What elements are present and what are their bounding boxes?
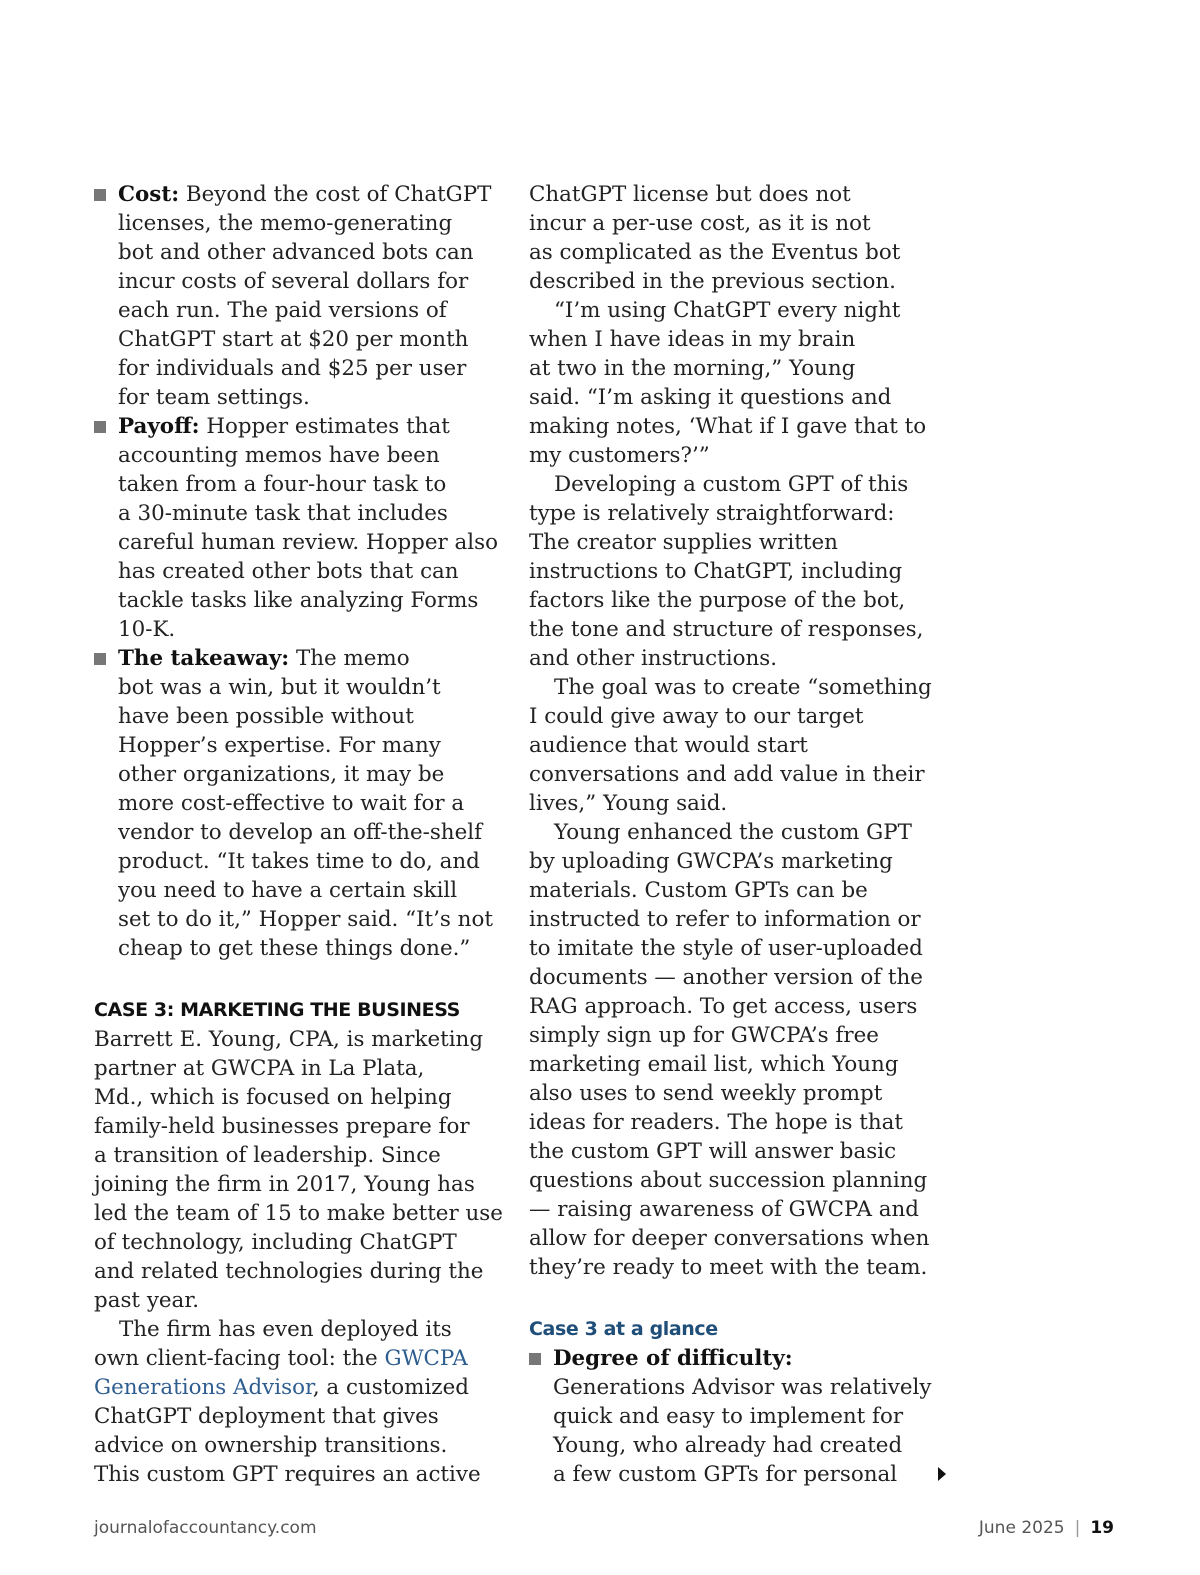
- left-column: [94, 180, 504, 1489]
- bullet-difficulty: Degree of difficulty: Generations Advisor was relatively quick and easy to implement for Young, who already had created a few custom GPTs for personal: [529, 1344, 934, 1489]
- right-column: [529, 180, 934, 1489]
- paragraph: Young enhanced the custom GPT by uploading GWCPA’s marketing materials. Custom GPTs can be instructed to refer to information or to imitate the style of user-uploaded documents — another version of the RAG approach. To get access, users simply sign up for GWCPA’s free marketing email list, which Young also uses to send weekly prompt ideas for readers. The hope is that the custom GPT will answer basic questions about succession planning — raising awareness of GWCPA and allow for deeper conversations when they’re ready to meet with the team.: [529, 820, 930, 1280]
- paragraph: Barrett E. Young, CPA, is marketing partner at GWCPA in La Plata, Md., which is focused on helping family-held businesses prepare for a transition of leadership. Since joining the firm in 2017, Young has led the team of 15 to make better use of technology, including ChatGPT and related technologies during the past year.: [94, 1027, 503, 1313]
- paragraph: Developing a custom GPT of this type is relatively straightforward: The creator supplies written instructions to ChatGPT, including factors like the purpose of the bot, the tone and structure of responses, and other instructions.: [529, 472, 924, 671]
- continue-arrow-icon: [938, 1467, 946, 1481]
- bullet-label: Payoff:: [118, 414, 200, 439]
- bullet-label: Degree of difficulty:: [553, 1346, 793, 1371]
- square-bullet-icon: [94, 653, 106, 665]
- footer-date: June 2025: [978, 1518, 1065, 1538]
- section-heading: Case 3 at a glance: [529, 1318, 718, 1340]
- bullet-takeaway: The takeaway: The memo bot was a win, but it wouldn’t have been possible without Hopper’s expertise. For many other organizations, it may be more cost-effective to wait for a vendor to develop an off-the-shelf product. “It takes time to do, and you need to have a certain skill set to do it,” Hopper said. “It’s not cheap to get these things done.”: [94, 644, 504, 963]
- generations-advisor-link[interactable]: Generations Advisor: [94, 1375, 313, 1400]
- bullet-label: The takeaway:: [118, 646, 290, 671]
- footer-page-info: [979, 1518, 1114, 1538]
- page-number: 19: [1090, 1518, 1114, 1538]
- paragraph: ChatGPT license but does not incur a per-use cost, as it is not as complicated as the Eventus bot described in the previous section.: [529, 182, 901, 294]
- section-heading: CASE 3: MARKETING THE BUSINESS: [94, 999, 460, 1021]
- bullet-payoff: Payoff: Hopper estimates that accounting memos have been taken from a four-hour task to a 30-minute task that includes careful human review. Hopper also has created other bots that can tackle tasks like analyzing Forms 10-K.: [94, 412, 504, 644]
- square-bullet-icon: [94, 421, 106, 433]
- paragraph: The firm has even deployed its own client-facing tool: the GWCPA Generations Advisor, a customized ChatGPT deployment that gives advice on ownership transitions. This custom GPT requires an active: [94, 1317, 481, 1487]
- square-bullet-icon: [94, 189, 106, 201]
- square-bullet-icon: [529, 1353, 541, 1365]
- paragraph: The goal was to create “something I could give away to our target audience that would start conversations and add value in their lives,” Young said.: [529, 675, 932, 816]
- footer-separator: |: [1074, 1518, 1081, 1538]
- bullet-cost: Cost: Beyond the cost of ChatGPT licenses, the memo-generating bot and other advanced bots can incur costs of several dollars for each run. The paid versions of ChatGPT start at $20 per month for individuals and $25 per user for team settings.: [94, 180, 504, 412]
- paragraph: “I’m using ChatGPT every night when I have ideas in my brain at two in the morning,” Young said. “I’m asking it questions and making notes, ‘What if I gave that to my customers?’”: [529, 298, 927, 468]
- bullet-label: Cost:: [118, 182, 180, 207]
- gwcpa-link[interactable]: GWCPA: [384, 1346, 468, 1371]
- footer-site: journalofaccountancy.com: [94, 1518, 317, 1538]
